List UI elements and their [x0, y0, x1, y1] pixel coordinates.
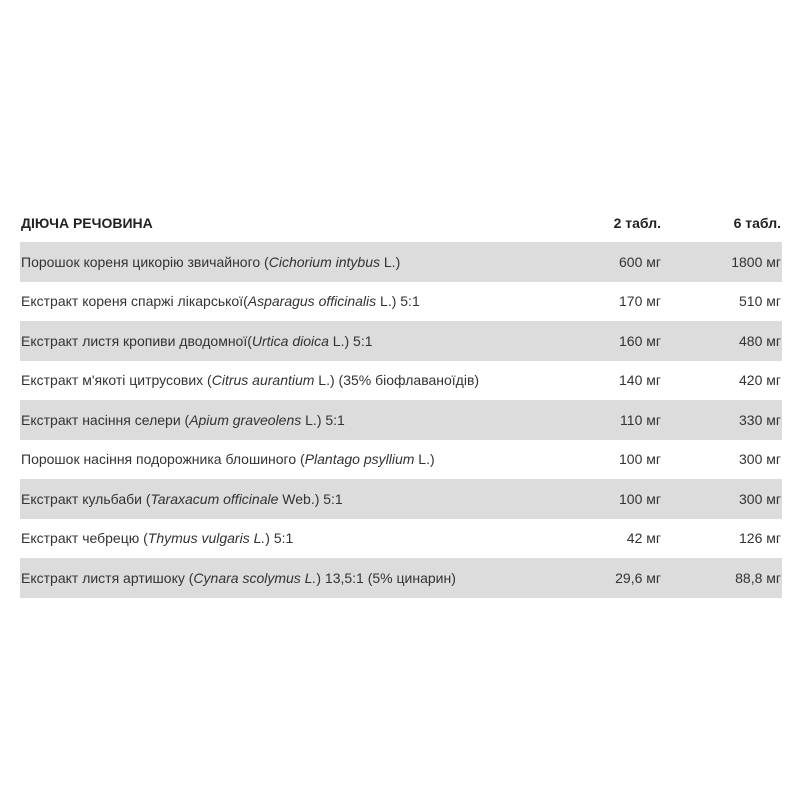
ingredient-name-text: Екстракт насіння селери ( — [21, 411, 190, 428]
table-row — [20, 440, 782, 480]
ingredient-latin-name: Citrus aurantium — [211, 372, 315, 389]
ingredient-name-suffix: L.) — [380, 253, 401, 270]
ingredient-latin-name: Taraxacum officinale — [150, 490, 279, 507]
table-header-row — [20, 204, 782, 242]
ingredient-name-text: Екстракт листя кропиви дводомної( — [21, 332, 252, 349]
table-row — [20, 361, 782, 401]
ingredient-name-text: Порошок кореня цикорію звичайного ( — [21, 253, 269, 270]
table-row — [20, 321, 782, 361]
ingredient-name-suffix: L.) (35% біофлаваноїдів) — [314, 372, 480, 389]
table-row — [20, 519, 782, 559]
table-row — [20, 479, 782, 519]
ingredient-latin-name: Cichorium intybus — [268, 253, 380, 270]
dose-6-tablets: 126 мг — [739, 530, 781, 547]
ingredient-name-text: Екстракт кульбаби ( — [21, 490, 151, 507]
ingredient-name-suffix: ) 5:1 — [265, 530, 294, 547]
ingredient-name — [20, 254, 581, 270]
header-dose-6-tablets: 6 табл. — [733, 215, 781, 231]
dose-6-tablets: 420 мг — [739, 372, 781, 389]
ingredient-name-text: Порошок насіння подорожника блошиного ( — [21, 451, 305, 468]
header-dose-2-tablets: 2 табл. — [613, 215, 661, 231]
dose-2-tablets: 42 мг — [626, 530, 661, 547]
ingredient-name — [20, 372, 581, 388]
dose-2-tablets: 110 мг — [620, 411, 661, 428]
ingredient-name — [20, 333, 581, 349]
ingredient-name — [20, 412, 581, 428]
ingredient-name-suffix: L.) 5:1 — [328, 332, 373, 349]
ingredient-name-text: Екстракт кореня спаржі лікарської( — [21, 293, 248, 310]
dose-2-tablets: 100 мг — [619, 451, 661, 468]
dose-2-tablets: 160 мг — [619, 332, 661, 349]
ingredient-name-text: Екстракт м'якоті цитрусових ( — [21, 372, 212, 389]
ingredient-name-suffix: Web.) 5:1 — [278, 490, 343, 507]
ingredient-name — [20, 293, 581, 309]
table-row — [20, 400, 782, 440]
ingredients-table — [20, 204, 782, 598]
ingredient-latin-name: Plantago psyllium — [304, 451, 415, 468]
table-row — [20, 282, 782, 322]
dose-2-tablets: 140 мг — [619, 372, 661, 389]
ingredient-name — [20, 570, 581, 586]
ingredient-name-suffix: ) 13,5:1 (5% цинарин) — [316, 569, 456, 586]
dose-2-tablets: 29,6 мг — [615, 569, 661, 586]
dose-6-tablets: 330 мг — [739, 411, 781, 428]
ingredient-latin-name: Urtica dioica — [251, 332, 329, 349]
table-row — [20, 242, 782, 282]
header-substance: ДІЮЧА РЕЧОВИНА — [21, 215, 153, 231]
ingredient-name-text: Екстракт чебрецю ( — [21, 530, 148, 547]
dose-2-tablets: 600 мг — [619, 253, 661, 270]
ingredient-name-text: Екстракт листя артишоку ( — [21, 569, 194, 586]
dose-6-tablets: 88,8 мг — [735, 569, 781, 586]
ingredient-latin-name: Thymus vulgaris L. — [147, 530, 266, 547]
dose-2-tablets: 170 мг — [619, 293, 661, 310]
dose-6-tablets: 300 мг — [739, 490, 781, 507]
dose-6-tablets: 300 мг — [739, 451, 781, 468]
dose-2-tablets: 100 мг — [619, 490, 661, 507]
ingredient-name — [20, 530, 581, 546]
dose-6-tablets: 510 мг — [739, 293, 781, 310]
ingredient-name — [20, 451, 581, 467]
ingredient-name-suffix: L.) — [414, 451, 435, 468]
ingredient-latin-name: Cynara scolymus L. — [193, 569, 317, 586]
ingredient-name-suffix: L.) 5:1 — [376, 293, 420, 310]
ingredient-name-suffix: L.) 5:1 — [301, 411, 345, 428]
ingredient-latin-name: Asparagus officinalis — [247, 293, 377, 310]
ingredient-name — [20, 491, 581, 507]
ingredient-latin-name: Apium graveolens — [189, 411, 302, 428]
table-row — [20, 558, 782, 598]
dose-6-tablets: 480 мг — [739, 332, 781, 349]
dose-6-tablets: 1800 мг — [731, 253, 781, 270]
